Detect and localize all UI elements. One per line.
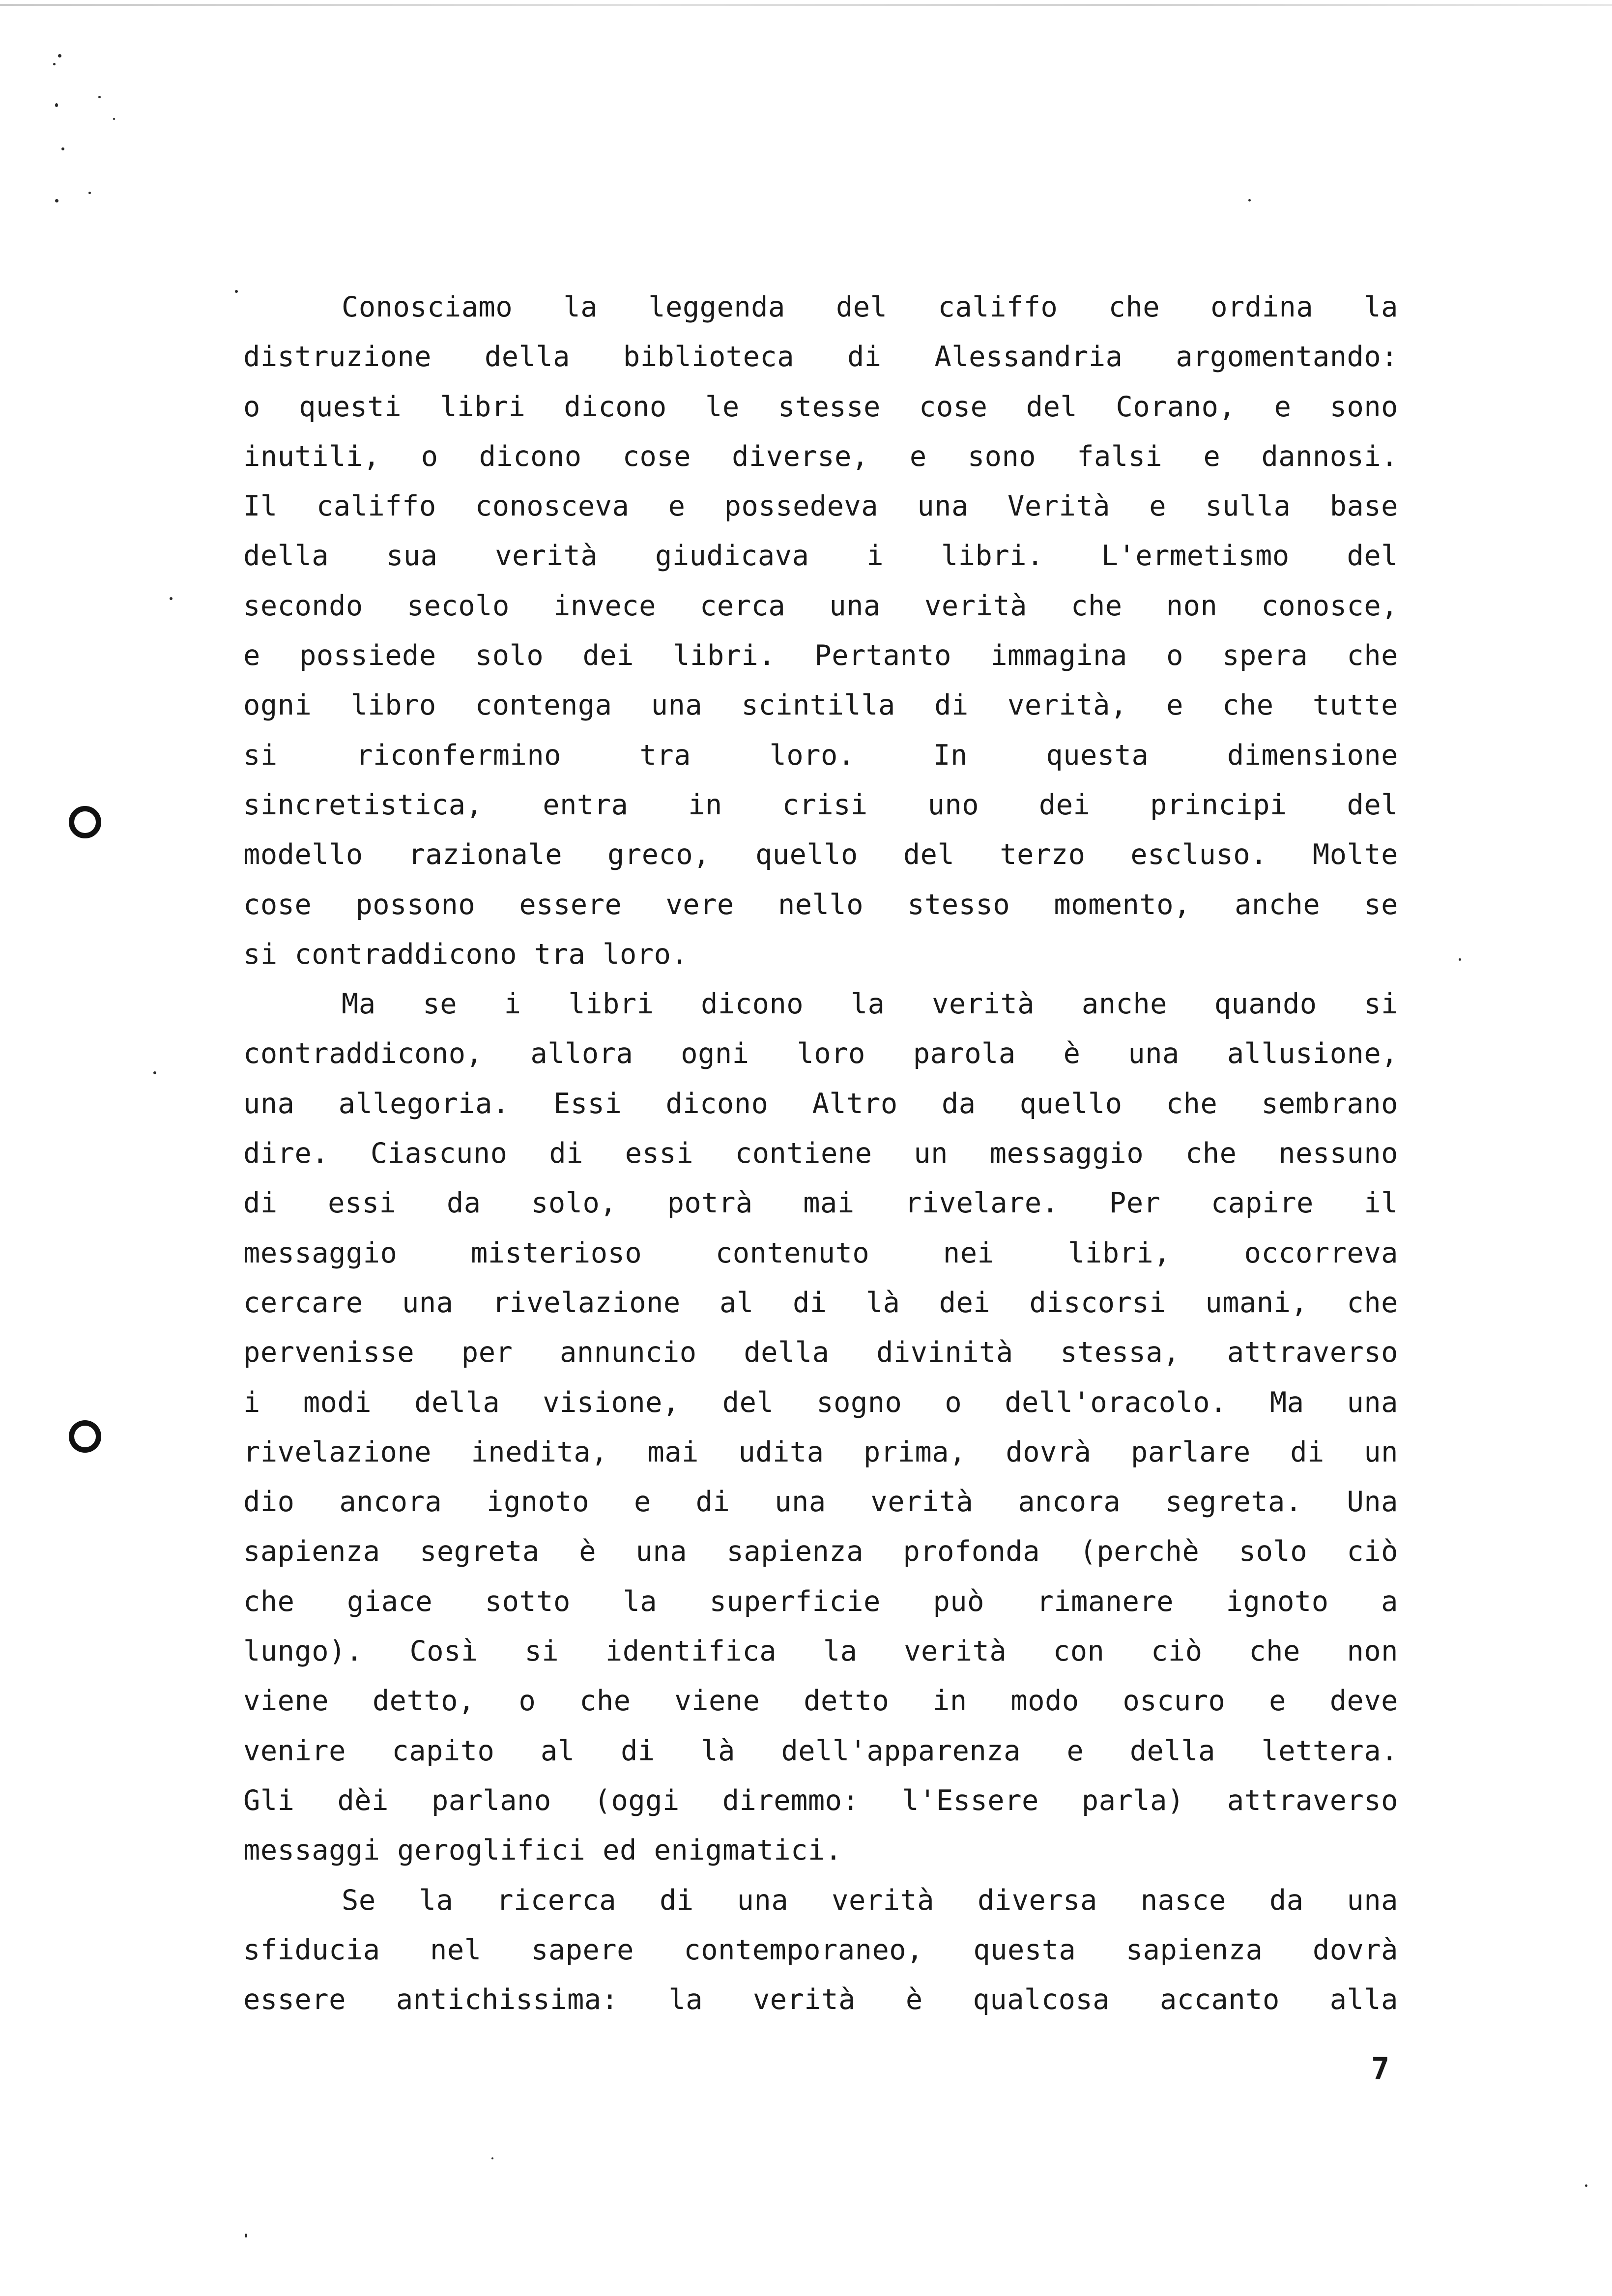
- text-line: contraddicono, allora ogni loro parola è una allusione,: [243, 1037, 1398, 1070]
- scan-speck: [1248, 199, 1251, 201]
- text-line: si riconfermino tra loro. In questa dimensione: [243, 739, 1398, 772]
- page-number: 7: [1371, 2051, 1390, 2087]
- text-line: venire capito al di là dell'apparenza e della lettera.: [243, 1734, 1398, 1767]
- text-line: sfiducia nel sapere contemporaneo, questa sapienza dovrà: [243, 1933, 1398, 1966]
- scan-speck: [235, 290, 238, 293]
- scan-speck: [245, 2234, 247, 2238]
- binder-punch-hole-lower: [69, 1420, 101, 1453]
- text-line: Se la ricerca di una verità diversa nasce da una: [342, 1884, 1398, 1917]
- text-line: sincretistica, entra in crisi uno dei principi del: [243, 788, 1398, 821]
- scan-speck: [98, 96, 101, 98]
- text-line: cercare una rivelazione al di là dei discorsi umani, che: [243, 1286, 1398, 1319]
- text-line: rivelazione inedita, mai udita prima, dovrà parlare di un: [243, 1435, 1398, 1468]
- scan-speck: [88, 192, 91, 194]
- text-line: secondo secolo invece cerca una verità che non conosce,: [243, 589, 1398, 622]
- scan-speck: [153, 1071, 156, 1074]
- paragraph-1: [243, 283, 1398, 979]
- scan-speck: [1459, 958, 1461, 961]
- text-line: i modi della visione, del sogno o dell'oracolo. Ma una: [243, 1386, 1398, 1419]
- binder-punch-hole-upper: [69, 806, 101, 838]
- scan-speck: [491, 2157, 493, 2159]
- text-line: di essi da solo, potrà mai rivelare. Per capire il: [243, 1187, 1398, 1220]
- text-line: o questi libri dicono le stesse cose del Corano, e sono: [243, 390, 1398, 423]
- text-line: una allegoria. Essi dicono Altro da quello che sembrano: [243, 1087, 1398, 1120]
- scan-speck: [58, 54, 61, 57]
- document-body: [243, 283, 1398, 2025]
- text-line: messaggio misterioso contenuto nei libri, occorreva: [243, 1236, 1398, 1269]
- text-line: viene detto, o che viene detto in modo oscuro e deve: [243, 1685, 1398, 1718]
- scan-top-edge: [0, 4, 1612, 6]
- scan-speck: [53, 63, 56, 65]
- text-line: ogni libro contenga una scintilla di verità, e che tutte: [243, 689, 1398, 722]
- scan-speck: [55, 103, 58, 107]
- text-line: Conosciamo la leggenda del califfo che ordina la: [342, 291, 1398, 323]
- scan-speck: [1585, 2184, 1587, 2187]
- text-line: essere antichissima: la verità è qualcosa accanto alla: [243, 1983, 1398, 2016]
- paragraph-3: [243, 1876, 1398, 2025]
- text-line: che giace sotto la superficie può rimanere ignoto a: [243, 1585, 1398, 1618]
- text-line: modello razionale greco, quello del terzo escluso. Molte: [243, 838, 1398, 871]
- scan-speck: [61, 147, 64, 150]
- text-line: Il califfo conosceva e possedeva una Verità e sulla base: [243, 490, 1398, 523]
- text-line: dire. Ciascuno di essi contiene un messaggio che nessuno: [243, 1137, 1398, 1170]
- text-line: inutili, o dicono cose diverse, e sono falsi e dannosi.: [243, 440, 1398, 473]
- text-line: dio ancora ignoto e di una verità ancora segreta. Una: [243, 1486, 1398, 1519]
- paragraph-2: [243, 979, 1398, 1875]
- text-line: messaggi geroglifici ed enigmatici.: [243, 1834, 842, 1867]
- scan-speck: [170, 597, 173, 600]
- text-line: Ma se i libri dicono la verità anche quando si: [342, 988, 1398, 1021]
- text-line: lungo). Così si identifica la verità con ciò che non: [243, 1635, 1398, 1668]
- text-line: e possiede solo dei libri. Pertanto immagina o spera che: [243, 639, 1398, 672]
- text-line: pervenisse per annuncio della divinità stessa, attraverso: [243, 1336, 1398, 1369]
- scan-speck: [55, 199, 58, 202]
- text-line: della sua verità giudicava i libri. L'ermetismo del: [243, 540, 1398, 573]
- scan-speck: [113, 118, 115, 120]
- text-line: si contraddicono tra loro.: [243, 938, 689, 971]
- text-line: distruzione della biblioteca di Alessandria argomentando:: [243, 341, 1398, 373]
- text-line: sapienza segreta è una sapienza profonda (perchè solo ciò: [243, 1535, 1398, 1568]
- text-line: Gli dèi parlano (oggi diremmo: l'Essere parla) attraverso: [243, 1784, 1398, 1817]
- text-line: cose possono essere vere nello stesso momento, anche se: [243, 888, 1398, 921]
